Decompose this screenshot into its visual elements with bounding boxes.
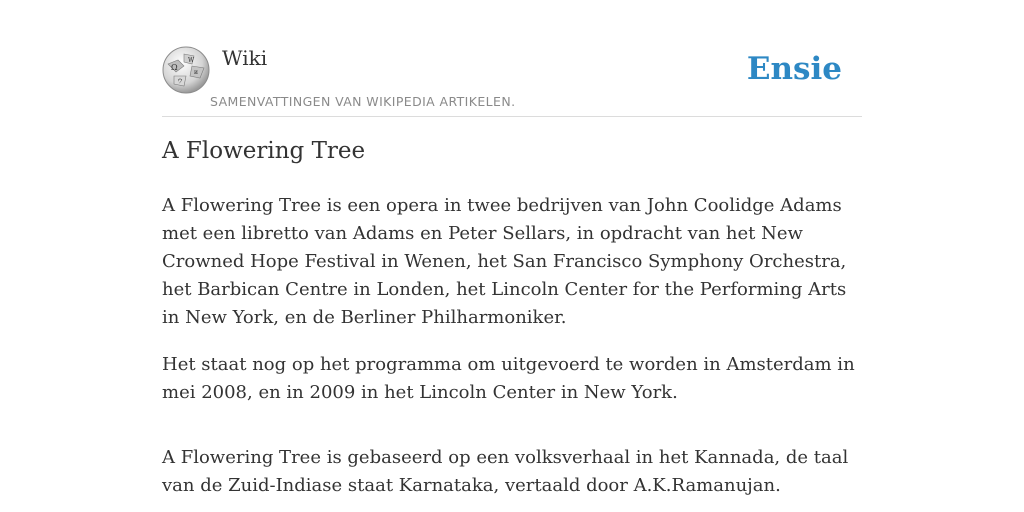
wikipedia-globe-icon[interactable] xyxy=(162,46,210,94)
svg-text:ウ: ウ xyxy=(177,78,184,85)
site-tagline: SAMENVATTINGEN VAN WIKIPEDIA ARTIKELEN. xyxy=(210,94,516,109)
svg-text:и: и xyxy=(194,69,198,76)
site-name[interactable]: Wiki xyxy=(222,46,268,70)
article-paragraph: A Flowering Tree is gebaseerd op een volksverhaal in het Kannada, de taal van de Zuid-Indiase staat Karnataka, vertaald door A.K.Ramanujan. xyxy=(162,447,849,496)
svg-text:W: W xyxy=(188,57,195,64)
article-body xyxy=(162,192,867,512)
site-header xyxy=(162,40,862,117)
svg-text:Ω: Ω xyxy=(171,63,178,72)
article-title: A Flowering Tree xyxy=(162,138,366,164)
ensie-brand-link[interactable]: Ensie xyxy=(746,51,842,87)
article-paragraph: A Flowering Tree is een opera in twee bedrijven van John Coolidge Adams met een libretto van Adams en Peter Sellars, in opdracht van het New Crowned Hope Festival in Wenen, het San Francisco Symphony Orchestra, het Barbican Centre in Londen, het Lincoln Center for the Performing Arts in New York, en de Berliner Philharmoniker. xyxy=(162,195,847,328)
article-paragraph: Het staat nog op het programma om uitgevoerd te worden in Amsterdam in mei 2008, en in 2009 in het Lincoln Center in New York. xyxy=(162,354,855,403)
